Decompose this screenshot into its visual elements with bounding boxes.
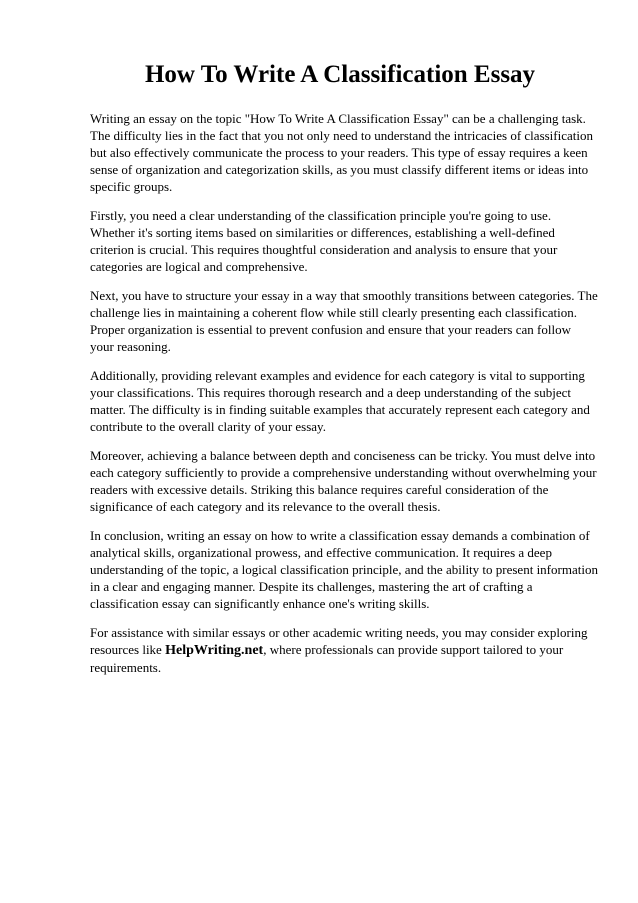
paragraph-closing	[90, 624, 598, 676]
document-title: How To Write A Classification Essay	[144, 61, 536, 88]
paragraph-firstly: Firstly, you need a clear understanding of the classification principle you're going to use. Whether it's sorting items based on similarities or differences, establishing a well-defined criterion is crucial. This requires thoughtful consideration and analysis to ensure that your categories are logical and comprehensive.	[90, 208, 558, 274]
paragraph-conclusion: In conclusion, writing an essay on how to write a classification essay demands a combination of analytical skills, organizational prowess, and effective communication. It requires a deep understanding of the topic, a logical classification principle, and the ability to present information in a clear and engaging manner. Despite its challenges, mastering the art of crafting a classification essay can significantly enhance one's writing skills.	[90, 528, 598, 611]
closing-text-before: For assistance with similar essays or other academic writing needs, you may consider exploring resources like	[90, 625, 588, 657]
paragraph-moreover: Moreover, achieving a balance between depth and conciseness can be tricky. You must delve into each category sufficiently to provide a comprehensive understanding without overwhelming your readers with excessive details. Striking this balance requires careful consideration of the significance of each category and its relevance to the overall thesis.	[90, 448, 597, 514]
paragraph-next: Next, you have to structure your essay in a way that smoothly transitions between categories. The challenge lies in maintaining a coherent flow while still clearly presenting each classification. Proper organization is essential to prevent confusion and ensure that your readers can follow your reasoning.	[90, 288, 598, 354]
paragraph-additionally: Additionally, providing relevant examples and evidence for each category is vital to supporting your classifications. This requires thorough research and a deep understanding of the subject matter. The difficulty is in finding suitable examples that accurately represent each category and contribute to the overall clarity of your essay.	[90, 368, 590, 434]
paragraph-intro: Writing an essay on the topic "How To Write A Classification Essay" can be a challenging task. The difficulty lies in the fact that you not only need to understand the intricacies of classification but also effectively communicate the process to your readers. This type of essay requires a keen sense of organization and categorization skills, as you must classify different items or ideas into specific groups.	[90, 111, 594, 194]
helpwriting-link[interactable]: HelpWriting.net	[165, 643, 264, 658]
closing-text-after: , where professionals can provide support tailored to your requirements.	[90, 642, 564, 675]
